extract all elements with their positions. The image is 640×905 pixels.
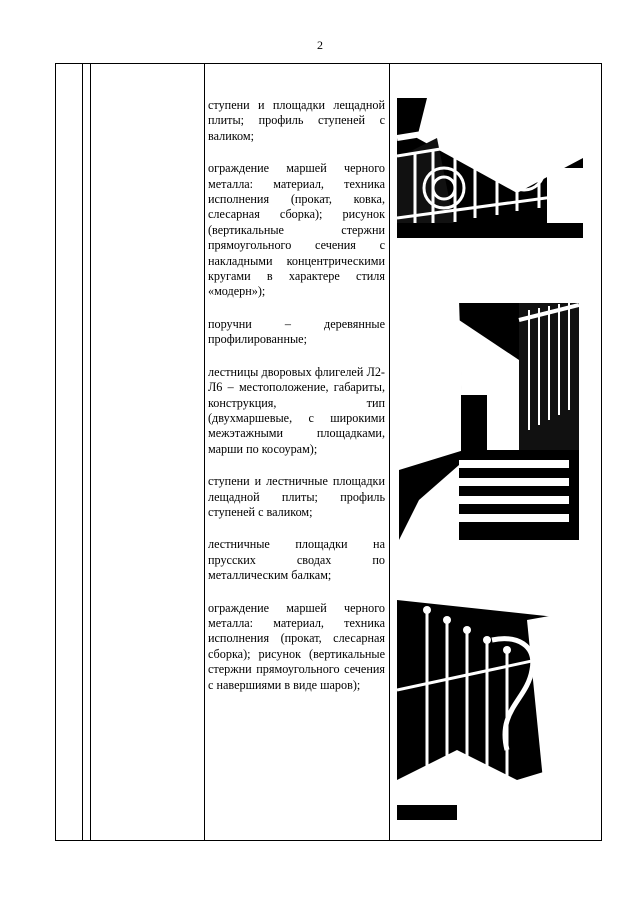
column-divider-2 [90,64,91,840]
paragraph-courtyard-stairs: лестницы дворовых флигелей Л2-Л6 – местоположение, габариты, конструкция, тип (двухмаршевые, с широкими межэтажными площадками, марши по косоурам); [208,364,385,456]
photo-courtyard-staircase [399,300,579,540]
paragraph-prussian-vaults: лестничные площадки на прусских сводах по металлическим балкам; [208,537,385,583]
paragraph-handrails: поручни – деревянные профилированные; [208,316,385,347]
paragraph-railing-balls: ограждение маршей черного металла: материал, техника исполнения (прокат, слесарная сборка); рисунок (вертикальные стержни прямоугольного сечения с навершиями в виде шаров); [208,600,385,692]
description-column [208,98,385,710]
column-divider-1 [82,64,83,840]
paragraph-railing-modern: ограждение маршей черного металла: материал, техника исполнения (прокат, ковка, слесарная сборка); рисунок (вертикальные стержни прямоугольного сечения с накладными концентрическими кругами в характере стиля «модерн»); [208,161,385,299]
photo-railing-circles [397,98,583,238]
column-divider-3 [204,64,205,840]
page-number: 2 [317,38,323,52]
column-divider-4 [389,64,390,840]
paragraph-steps-landings: ступени и лестничные площадки лещадной плиты; профиль ступеней с валиком; [208,474,385,519]
photo-railing-ball-finials [397,580,583,820]
paragraph-steps-plates: ступени и площадки лещадной плиты; профиль ступеней с валиком; [208,98,385,143]
